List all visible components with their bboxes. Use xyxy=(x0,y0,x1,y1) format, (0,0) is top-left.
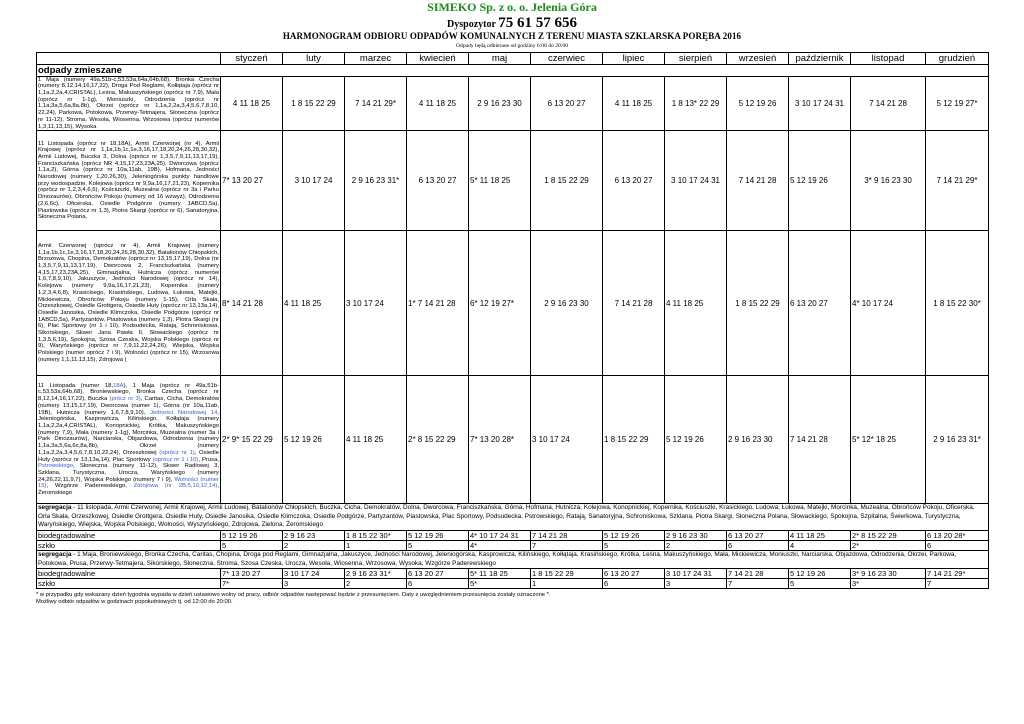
date-cell: 4* xyxy=(469,541,531,551)
date-cell: 3* 9 16 23 30 xyxy=(851,131,926,231)
date-cell: 4 xyxy=(789,541,851,551)
mixed-row-1 xyxy=(37,76,989,131)
date-cell: 6 xyxy=(926,541,989,551)
month-header: kwiecień xyxy=(407,52,469,64)
date-cell: 7 14 21 29* xyxy=(926,131,989,231)
date-cell: 1 8 13* 22 29 xyxy=(665,76,727,131)
date-cell: 3 10 17 24 31 xyxy=(665,569,727,579)
date-cell: 5 12 19 27* xyxy=(926,76,989,131)
date-cell: 6 13 20 27 xyxy=(789,231,851,376)
mixed-row-3 xyxy=(37,231,989,376)
date-cell: 4* 10 17 24 31 xyxy=(469,531,531,541)
address-segment: , Wzgórze Paderewskiego, xyxy=(46,483,134,490)
date-cell: 3 10 17 24 31 xyxy=(665,131,727,231)
date-cell: 2 xyxy=(345,579,407,589)
date-cell: 2* 8 15 22 29 xyxy=(407,376,469,504)
segregation-row-2 xyxy=(37,551,989,569)
date-cell: 5 12 19 26 xyxy=(665,376,727,504)
segregation-label: segregacja xyxy=(38,504,72,512)
date-cell: 5 xyxy=(789,579,851,589)
date-cell: 3 10 17 24 xyxy=(283,569,345,579)
date-cell: 1 8 15 22 29 xyxy=(531,131,603,231)
bio-label: biodegradowalne xyxy=(37,569,221,579)
date-cell: 5 12 19 26 xyxy=(407,531,469,541)
date-cell: 1 xyxy=(531,579,603,589)
address-segment-highlighted: Pstrowskiego xyxy=(38,463,74,470)
mixed-row-4 xyxy=(37,376,989,504)
date-cell: 6 13 20 27 xyxy=(603,569,665,579)
date-cell: 7* 13 20 28* xyxy=(469,376,531,504)
date-cell: 6 13 20 27 xyxy=(407,569,469,579)
date-cell: 4 11 18 25 xyxy=(665,231,727,376)
month-header: maj xyxy=(469,52,531,64)
date-cell: 3 10 17 24 xyxy=(345,231,407,376)
date-cell: 5 xyxy=(603,541,665,551)
section-row-mixed xyxy=(37,64,989,76)
date-cell: 1 8 15 22 30* xyxy=(926,231,989,376)
date-cell: 6 xyxy=(727,541,789,551)
date-cell: 6 13 20 27 xyxy=(603,131,665,231)
date-cell: 2* 8 15 22 29 xyxy=(851,531,926,541)
address-segment-highlighted: Jedności Narodowej 14 xyxy=(150,409,218,416)
address-segment: 11 Listopada (numer 18, xyxy=(38,382,114,389)
address-segment-highlighted: (oprócz nr 1) xyxy=(159,449,195,456)
date-cell: 6 xyxy=(603,579,665,589)
date-cell: 1 8 15 22 29 xyxy=(603,376,665,504)
date-cell: 2* 9* 15 22 29 xyxy=(221,376,283,504)
date-cell: 5 xyxy=(407,541,469,551)
date-cell: 2* xyxy=(851,541,926,551)
date-cell: 3* xyxy=(851,579,926,589)
date-cell: 5* 11 18 25 xyxy=(469,569,531,579)
date-cell: 6* 12 19 27* xyxy=(469,231,531,376)
address-segment-highlighted: Wolności (numer 15) xyxy=(38,476,219,490)
date-cell: 3 10 17 24 xyxy=(283,131,345,231)
date-cell: 6 xyxy=(407,579,469,589)
date-cell: 3* 9 16 23 30 xyxy=(851,569,926,579)
document-header xyxy=(36,1,988,50)
date-cell: 2 9 16 23 30 xyxy=(469,76,531,131)
glass-label: szkło xyxy=(37,579,221,589)
date-cell: 2 9 16 23 30 xyxy=(531,231,603,376)
month-header: styczeń xyxy=(221,52,283,64)
mixed-row-2 xyxy=(37,131,989,231)
date-cell: 7 14 21 28 xyxy=(727,131,789,231)
date-cell: 7 14 21 28 xyxy=(531,531,603,541)
dispatcher-phone: 75 61 57 656 xyxy=(498,14,577,31)
date-cell: 2 9 16 23 30 xyxy=(665,531,727,541)
segregation-streets-1 xyxy=(37,504,989,531)
segregation-streets-2 xyxy=(37,551,989,569)
address-segment: , Caritas, Cicha, Demokratów (numery 13,15,17,19), Dworcowa (numer 1), Górna (nr 10a,11ab, 19B), Hutnicza (numery 1,6,7,8,9,10), xyxy=(38,396,219,416)
segregation-text: - 1 Maja, Broniewskiego, Bronka Czecha, Caritas, Chopina, Droga pod Reglami, Gimnazjalna, Jakuszyce, Jedności Narodowej, Jeleniogórska, Kasprowicza, Kilińskiego, Kołłątaja, Krasińskiego, Krótka, Leśna, Makuszyńskiego, Mała, Mickiewicza, Moniuszki, Narciarska, Objazdowa, Odrodzenia, Okrzei, Parkowa, Potokowa, Prusa, Przerwy-Tetmajera, Sikorskiego, Słoneczna, Stroma, Szosa Czeska, Urocza, Wesoła, Wiosenna, Wrzosowa, Wysoka, Wzgórze Paderewskiego xyxy=(38,551,957,567)
address-text xyxy=(38,383,219,496)
date-cell: 7 xyxy=(926,579,989,589)
month-header: lipiec xyxy=(603,52,665,64)
address-cell: 1 Maja (numery 49a,51b-c,53,53a,64a,64b,68), Bronka Czecha (numery 8,12,14,16,17,22), Droga Pod Reglami, Kołłątaja (oprócz nr 1,1a,2,2a,4,CRISTAL), Leśna, Makuszyńskiego (oprócz nr 7,9), Mała (oprócz nr 1-1g), Moniuszki, Odrodzenia (oprócz nr 1,1a,3a,5,6a,8a,8b), Okrzei (oprócz nr 1,1a,2,2a,3,4,5,6,7,8,10, 22,24), Parkowa, Potokowa, Przerwy-Tetmajera, Słoneczna (oprócz nr 11-12), Stroma, Wesoła, Wiosenna, Wrzosowa (oprócz numerów 1,3,11,13,15), Wysoka xyxy=(38,76,219,130)
schedule-page xyxy=(36,0,988,607)
date-cell: 4 11 18 25 xyxy=(283,231,345,376)
date-cell: 7 14 21 29* xyxy=(345,76,407,131)
address-cell xyxy=(37,376,221,504)
date-cell: 3 10 17 24 xyxy=(531,376,603,504)
date-cell: 1 8 15 22 29 xyxy=(531,569,603,579)
document-title: HARMONOGRAM ODBIORU ODPADÓW KOMUNALNYCH Z TERENU MIASTA SZKLARSKA PORĘBA 2016 xyxy=(282,31,742,42)
address-segment: , Słoneczna (numery 11-12), Skwer Radiowej 3, Szklana, Turystyczna, Urocza, Waryńskiego (numery 24,26,22,11,9,7), Wojska Polskiego (numery 7 i 9), xyxy=(38,463,219,483)
date-cell: 5 12 19 26 xyxy=(221,531,283,541)
date-cell: 2 9 16 23 31* xyxy=(345,131,407,231)
date-cell: 2 9 16 23 xyxy=(283,531,345,541)
address-segment-highlighted: 18A xyxy=(113,382,124,389)
month-header-row xyxy=(37,52,989,64)
bio-row-1 xyxy=(37,531,989,541)
address-cell: Armii Czerwonej (oprócz nr 4), Armii Krajowej (numery 1,1a,1b,1c,1e,3,16,17,18,20,24,26,28,30,32), Batalionów Chłopskich, Brzozowa, Chopina, Demokratów (oprócz nr 13,15,17,19), Dolna (nr 1,3,5,7,9,11,13,17,19), Dworcowa 2, Franciszkańska (numery 4,15,17,23,23A,25), Gimnazjalna, Hutnicza (oprócz numerów 1,6,7,8,9,10), Jakuszyce, Jedności Narodowej (oprócz nr 14), Kolejowa (numery 9,9a,16,17,21,23), Kopernika (numery 1,2,3,4,6,8), Krasickiego, Krasińskiego, Ludowa, Łukowa, Matejki, Mickiewicza, Obrońców Pokoju (numery 1-15), Orla Skała, Orzeszkowej, Osiedle Grottgera, Osiedle Huty (oprócz nr 13,13a,14), Osiedle Janosika, Osiedle Klimczoka, Osiedle Podgórze (oprócz nr 1ABCD,5a), Partyzantów, Piastowska (numery 1,3), Piotra Skargi (nr 6), Plac Sportowy (nr 1 i 10), Podsudecka, Ratają, Schroniskowa, Sikorskiego, Skwer Jana Pawła II, Słowackiego (oprócz nr 1,3,5,6,19), Spokojna, Szosa Czeska, Wojska Polskiego (oprócz nr 9), Waryńskiego (oprócz nr 7,9,11,22,24,26), Wiejska, Wojska Polskiego (numer oprócz 7 i 9), Wolności (oprócz nr 15), Wrzosowa (numery 1,1,11,13,15), Zdrojowa ( xyxy=(37,231,221,376)
company-name: SIMEKO Sp. z o. o. Jelenia Góra xyxy=(427,0,597,14)
address-segment: , Osiedle Huty (oprócz nr 13,13a,14), Plac Sportowy xyxy=(38,449,219,463)
address-segment: , Żeromskiego xyxy=(38,483,219,497)
date-cell: 5 12 19 26 xyxy=(789,131,851,231)
date-cell: 7 xyxy=(531,541,603,551)
dispatcher-line xyxy=(36,16,988,32)
date-cell: 4* 10 17 24 xyxy=(851,231,926,376)
date-cell: 8* 14 21 28 xyxy=(221,231,283,376)
footnote-holiday: * w przypadku gdy wskazany dzień tygodnia wypada w dzień ustawowo wolny od pracy, odbiór odpadów następować będzie z przesunięciem. Daty z uwzględnieniem przesunięcia zostały oznaczone *. xyxy=(36,592,551,599)
date-cell: 3 10 17 24 31 xyxy=(789,76,851,131)
date-cell: 7 14 21 28 xyxy=(851,76,926,131)
date-cell: 1* 7 14 21 28 xyxy=(407,231,469,376)
address-segment: ), 1 Maja (oprócz nr 49a,51b-c,53,53a,64b,68), Broniewskiego, Bronka Czecha (oprócz nr 8,12,14,16,17,22), Buczka xyxy=(38,382,219,403)
date-cell: 6 13 20 28* xyxy=(926,531,989,541)
date-cell: 7* 13 20 27 xyxy=(221,569,283,579)
glass-row-1 xyxy=(37,541,989,551)
date-cell: 6 13 20 27 xyxy=(531,76,603,131)
month-header: marzec xyxy=(345,52,407,64)
month-header: listopad xyxy=(851,52,926,64)
schedule-table xyxy=(36,52,989,590)
segregation-row-1 xyxy=(37,504,989,531)
date-cell: 5 xyxy=(221,541,283,551)
glass-label: szkło xyxy=(37,541,221,551)
segregation-text: - 11 listopada, Armii Czerwonej, Armii Krajowej, Armii Ludowej, Batalionów Chłopskich, Buczka, Cicha, Demokratów, Dolna, Dworcowa, Franciszkańska, Górna, Hofmana, Hutnicza, Kolejowa, Konopnickiej, Kopernika, Kościuszki, Krasickiego, Ludowa, Łukowa, Matejki, Morcinka, Muzealna, Obrońców Pokoju, Oficerska, Orla Skała, Orzeszkowej, Osiedle Grottgera, Osiedle Huty, Osiedle Janosika, Osiedle Klimczoka, Osiedle Podgórze, Partyzantów, Piastowska, Plac Sportowy, Podsudecka, Pstrowskiego, Ratają, Sanatoryjna, Schroniskowa, Szklana, Piotra Skargi, Słoneczna Polana, Słowackiego, Spokojna, Szpitalna, Świerkowa, Turystyczna, Waryńskiego, Wiejska, Wojska Polskiego, Wolności, Wyszyńskiego, Zdrojowa, Zielona, Żeromskiego xyxy=(38,504,975,529)
footnote-afternoon: Możliwy odbiór odpadów w godzinach popołudniowych tj. od 12:00 do 20:00. xyxy=(36,599,233,606)
date-cell: 4 11 18 25 xyxy=(345,376,407,504)
date-cell: 2 9 16 23 30 xyxy=(727,376,789,504)
bio-label: biodegradowalne xyxy=(37,531,221,541)
month-header: luty xyxy=(283,52,345,64)
date-cell: 3 xyxy=(283,579,345,589)
date-cell: 7* 13 20 27 xyxy=(221,131,283,231)
date-cell: 2 xyxy=(665,541,727,551)
date-cell: 2 9 16 23 31* xyxy=(926,376,989,504)
date-cell: 5 12 19 26 xyxy=(727,76,789,131)
date-cell: 2 9 16 23 31* xyxy=(345,569,407,579)
section-title-mixed: odpady zmieszane xyxy=(37,64,989,76)
date-cell: 5* 11 18 25 xyxy=(469,131,531,231)
date-cell: 6 13 20 27 xyxy=(407,131,469,231)
month-header: czerwiec xyxy=(531,52,603,64)
glass-row-2 xyxy=(37,579,989,589)
date-cell: 1 xyxy=(345,541,407,551)
date-cell: 2 xyxy=(283,541,345,551)
date-cell: 5* 12* 18 25 xyxy=(851,376,926,504)
date-cell: 1 8 15 22 29 xyxy=(727,231,789,376)
address-segment: , Jeleniogórska, Kasprowicza, Kilińskiego, Kołłątaja (numery 1,1a,2,2a,4,CRISTAL), Konopnickiej, Krótka, Makuszyńskiego (numery 7,9), Mała (numery 1-1g), Morcinka, Muzealna (numer 3a i Park Dinozaurów), Narciarska, Objazdowa, Odrodzenia (numery 1,1a,3a,5,6a,6c,8a,8b), Okrzei (numery 1,1a,2,2a,3,4,5,6,7,8,10,22,24), Orzeszkowej xyxy=(38,409,219,456)
address-segment-highlighted: Zdrojowa (nr 2B,5,10,12,14) xyxy=(133,483,218,490)
corner-cell xyxy=(37,52,221,64)
bio-row-2 xyxy=(37,569,989,579)
date-cell: 5 12 19 26 xyxy=(283,376,345,504)
date-cell: 4 11 18 25 xyxy=(603,76,665,131)
footnotes xyxy=(36,592,988,606)
date-cell: 7 14 21 28 xyxy=(727,569,789,579)
address-segment: , Prusa, xyxy=(198,456,219,463)
date-cell: 5 12 19 26 xyxy=(789,569,851,579)
date-cell: 4 11 18 25 xyxy=(407,76,469,131)
segregation-label: segregacja xyxy=(38,551,72,559)
document-subtitle: Odpady będą odbierane od godziny 6:00 do 20:00 xyxy=(455,42,568,49)
month-header: grudzień xyxy=(926,52,989,64)
date-cell: 7 xyxy=(727,579,789,589)
address-cell: 11 Listopada (oprócz nr 18,18A), Armii Czerwonej (nr 4), Armii Krajowej (oprócz nr 1,1a,1b,1c,1e,3,16,17,18,20,24,26,28,30,32), Armii Ludowej, Buczka 3, Dolna (oprócz nr 1,3,5,7,9,11,13,17,19), Franciszkańska (oprócz NR 4,15,17,23,23A,25), Dworcowa (oprócz 1,1a,2), Górna (oprócz nr 10a,11ab, 19B), Hofmana, Jedności Narodowej (numery 1,20,26,30), Jeleniogórska punkty handlowe przy wodospadzie, Kolejowa (oprócz nr 9,9a,16,17,21,23), Kopernika (oprócz nr 1,2,3,4,6,6), Kościuszki, Muzealna (oprócz nr 3a i Parku Dinozaurów), Obrońców Pokoju (numery od 16 wzwyż), Odrodzenia (2,6,6c), Oficerska, Osiedle Podgórze (numery 1ABCD,5a), Piastowska (oprócz nr 1,3), Piotra Skargi (oprócz nr 6), Sanatoryjna, Słoneczna Polana, xyxy=(37,131,221,231)
date-cell: 3 xyxy=(665,579,727,589)
month-header: październik xyxy=(789,52,851,64)
date-cell: 7 14 21 29* xyxy=(926,569,989,579)
date-cell: 7 14 21 28 xyxy=(789,376,851,504)
date-cell: 4 11 18 25 xyxy=(221,76,283,131)
date-cell: 5 12 19 26 xyxy=(603,531,665,541)
date-cell: 1 8 15 22 29 xyxy=(283,76,345,131)
date-cell: 5* xyxy=(469,579,531,589)
dispatcher-label: Dyspozytor xyxy=(447,18,496,30)
date-cell: 4 11 18 25 xyxy=(789,531,851,541)
address-segment-highlighted: (prócz nr 3) xyxy=(109,396,141,403)
date-cell: 6 13 20 27 xyxy=(727,531,789,541)
address-segment-highlighted: (oprócz nr 1 i 10) xyxy=(152,456,199,463)
month-header: wrzesień xyxy=(727,52,789,64)
date-cell: 7 14 21 28 xyxy=(603,231,665,376)
date-cell: 1 8 15 22 30* xyxy=(345,531,407,541)
month-header: sierpień xyxy=(665,52,727,64)
date-cell: 7* xyxy=(221,579,283,589)
